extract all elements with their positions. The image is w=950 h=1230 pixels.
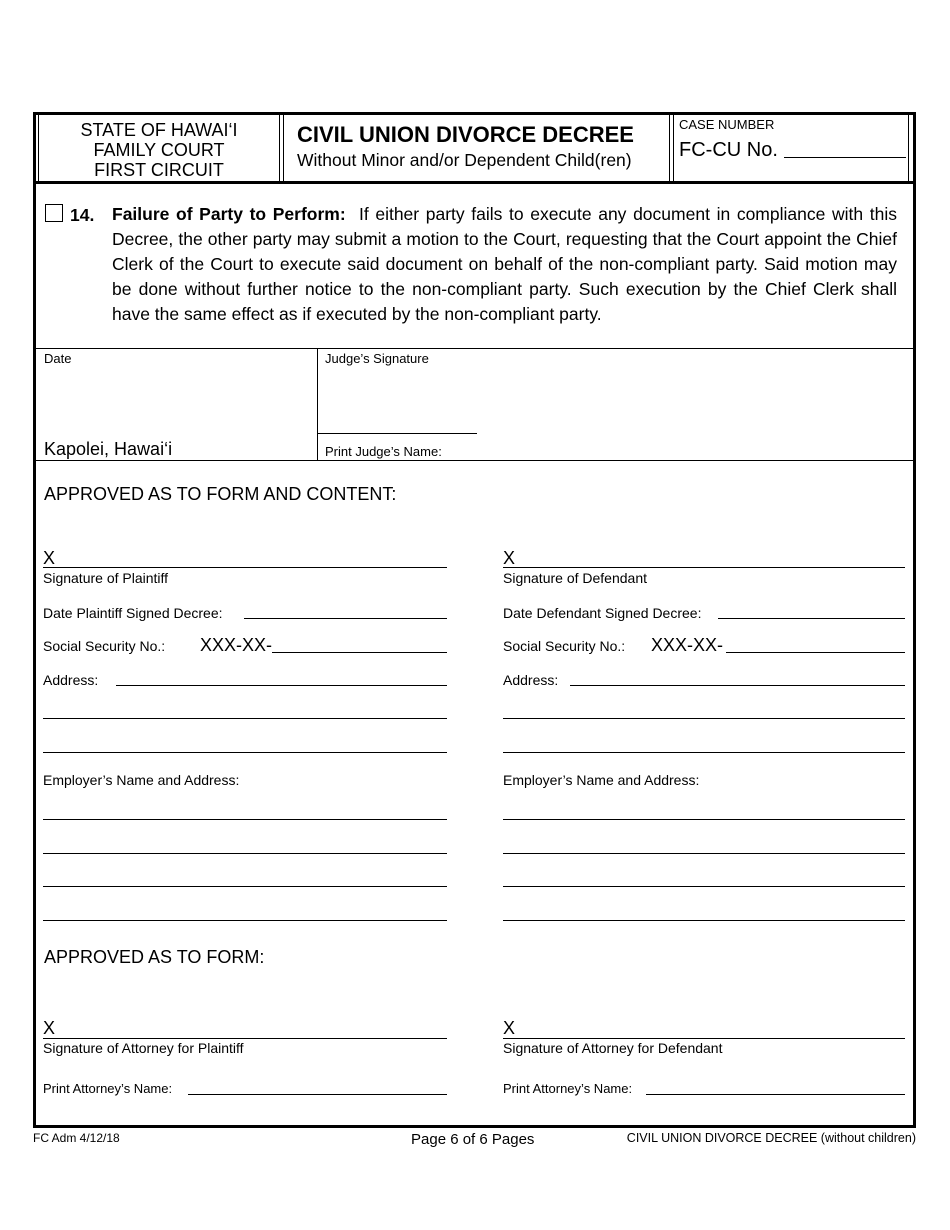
section-14-number: 14. — [70, 205, 95, 225]
defendant-attorney-print-name-label: Print Attorney’s Name: — [503, 1081, 633, 1096]
plaintiff-signature-line[interactable] — [43, 567, 447, 568]
plaintiff-date-label: Date Plaintiff Signed Decree: — [43, 605, 223, 621]
location: Kapolei, Hawai‘i — [44, 439, 173, 459]
judge-signature-line — [317, 433, 477, 434]
defendant-employer-line-1[interactable] — [503, 819, 905, 820]
defendant-address-label: Address: — [503, 672, 559, 688]
plaintiff-address-line-3[interactable] — [43, 752, 447, 753]
defendant-employer-line-3[interactable] — [503, 886, 905, 887]
approved-content-heading: APPROVED AS TO FORM AND CONTENT: — [44, 484, 397, 504]
section-14-checkbox[interactable] — [45, 204, 63, 222]
court-circuit: FIRST CIRCUIT — [94, 160, 224, 180]
header-divider-2 — [669, 115, 670, 181]
plaintiff-employer-label: Employer’s Name and Address: — [43, 772, 240, 788]
plaintiff-ssn-field[interactable] — [272, 652, 447, 653]
plaintiff-employer-line-2[interactable] — [43, 853, 447, 854]
defendant-address-line-2[interactable] — [503, 718, 905, 719]
court-name: FAMILY COURT — [93, 140, 225, 160]
plaintiff-attorney-x-mark: X — [43, 1018, 56, 1038]
defendant-ssn-field[interactable] — [726, 652, 905, 653]
section-14-body: If either party fails to execute any document in compliance with this Decree, the other party may submit a motion to the Court, requesting that the Court appoint the Chief Clerk of the Court to execute said document on behalf of the non-compliant party. Said motion may be done without further notice to the non-compliant party. Such execution by the Chief Clerk shall have the same effect as if executed by the non-compliant party. — [112, 204, 897, 324]
defendant-signature-line[interactable] — [503, 567, 905, 568]
document-title: CIVIL UNION DIVORCE DECREE — [297, 122, 634, 147]
plaintiff-employer-line-1[interactable] — [43, 819, 447, 820]
defendant-ssn-prefix: XXX-XX- — [651, 635, 724, 655]
defendant-x-mark: X — [503, 548, 516, 568]
header-bottom-border — [33, 181, 916, 184]
form-right-border — [913, 112, 916, 1127]
defendant-attorney-x-mark: X — [503, 1018, 516, 1038]
plaintiff-address-label: Address: — [43, 672, 99, 688]
plaintiff-attorney-signature-label: Signature of Attorney for Plaintiff — [43, 1040, 244, 1056]
judge-signature-label: Judge’s Signature — [325, 351, 429, 366]
case-number-label: CASE NUMBER — [679, 117, 775, 132]
approved-form-heading: APPROVED AS TO FORM: — [44, 947, 265, 967]
defendant-employer-label: Employer’s Name and Address: — [503, 772, 700, 788]
footer-form-title: CIVIL UNION DIVORCE DECREE (without children) — [626, 1131, 916, 1145]
defendant-signature-label: Signature of Defendant — [503, 570, 647, 586]
judge-block-bottom-border — [33, 460, 916, 461]
plaintiff-employer-line-3[interactable] — [43, 886, 447, 887]
plaintiff-ssn-label: Social Security No.: — [43, 638, 166, 654]
judge-block-divider — [317, 349, 318, 460]
defendant-employer-line-2[interactable] — [503, 853, 905, 854]
plaintiff-employer-line-4[interactable] — [43, 920, 447, 921]
header-divider-1b — [283, 115, 284, 181]
header-divider-1 — [279, 115, 280, 181]
plaintiff-attorney-name-field[interactable] — [188, 1094, 447, 1095]
defendant-employer-line-4[interactable] — [503, 920, 905, 921]
header-divider-2b — [673, 115, 674, 181]
plaintiff-attorney-signature-line[interactable] — [43, 1038, 447, 1039]
defendant-attorney-signature-line[interactable] — [503, 1038, 905, 1039]
header-inner-right-border — [908, 115, 909, 181]
header-inner-left-border — [38, 115, 39, 181]
plaintiff-signature-label: Signature of Plaintiff — [43, 570, 169, 586]
section-14-heading: Failure of Party to Perform: — [112, 204, 346, 224]
document-subtitle: Without Minor and/or Dependent Child(ren) — [297, 150, 632, 170]
date-label: Date — [44, 351, 72, 366]
form-left-border — [33, 112, 36, 1127]
plaintiff-address-line-2[interactable] — [43, 718, 447, 719]
defendant-date-label: Date Defendant Signed Decree: — [503, 605, 702, 621]
header-top-border — [33, 112, 916, 115]
plaintiff-attorney-print-name-label: Print Attorney’s Name: — [43, 1081, 173, 1096]
defendant-date-field[interactable] — [718, 618, 905, 619]
plaintiff-ssn-prefix: XXX-XX- — [200, 635, 273, 655]
footer-page-number: Page 6 of 6 Pages — [411, 1131, 535, 1148]
court-state: STATE OF HAWAI‘I — [80, 120, 238, 140]
plaintiff-address-line-1[interactable] — [116, 685, 447, 686]
case-number-prefix: FC-CU No. — [679, 139, 778, 161]
case-number-field[interactable] — [784, 157, 906, 158]
footer-form-id: FC Adm 4/12/18 — [33, 1131, 120, 1145]
defendant-ssn-label: Social Security No.: — [503, 638, 626, 654]
defendant-attorney-name-field[interactable] — [646, 1094, 905, 1095]
print-judge-name-label: Print Judge’s Name: — [325, 444, 442, 459]
plaintiff-date-field[interactable] — [244, 618, 447, 619]
defendant-address-line-3[interactable] — [503, 752, 905, 753]
section-14-paragraph — [112, 202, 897, 327]
section-14-bottom-border — [33, 348, 916, 349]
form-bottom-border — [33, 1125, 916, 1128]
plaintiff-x-mark: X — [43, 548, 56, 568]
defendant-attorney-signature-label: Signature of Attorney for Defendant — [503, 1040, 723, 1056]
defendant-address-line-1[interactable] — [570, 685, 905, 686]
